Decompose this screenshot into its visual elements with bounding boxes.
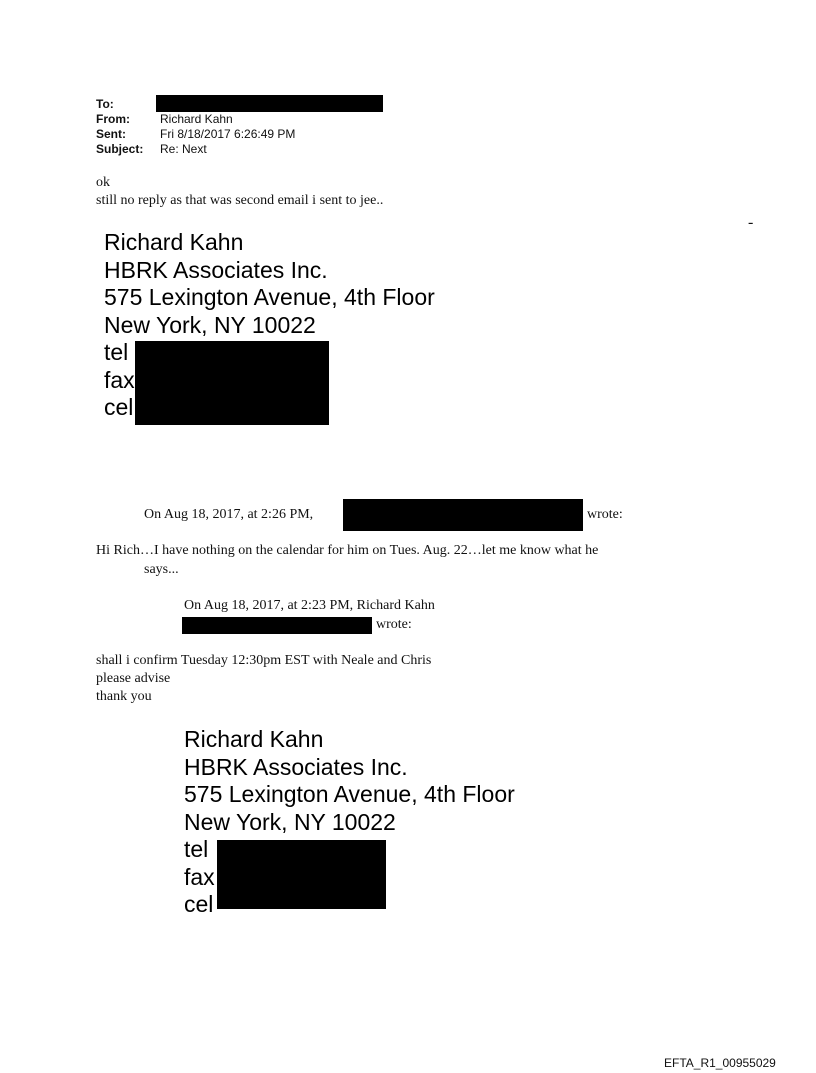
quote-2-body xyxy=(96,652,431,706)
signature-cel: cel xyxy=(184,891,214,917)
body-line-1: ok xyxy=(96,175,110,190)
document-id: EFTA_R1_00955029 xyxy=(664,1056,776,1070)
from-value: Richard Kahn xyxy=(160,112,233,126)
redaction-signature-2 xyxy=(217,840,386,909)
quote-1-attribution: On Aug 18, 2017, at 2:26 PM, xyxy=(144,507,314,522)
email-body xyxy=(96,174,383,210)
subject-value: Re: Next xyxy=(160,142,207,156)
redaction-quote-1-sender xyxy=(343,499,583,531)
signature-city: New York, NY 10022 xyxy=(184,808,396,835)
quote-1-wrote: wrote: xyxy=(587,507,623,522)
signature-fax: fax xyxy=(184,863,215,890)
signature-tel: tel xyxy=(184,836,209,862)
from-row xyxy=(96,112,143,127)
sent-label: Sent: xyxy=(96,127,126,141)
from-label: From: xyxy=(96,112,130,126)
signature-company: HBRK Associates Inc. xyxy=(184,753,408,780)
subject-label: Subject: xyxy=(96,142,144,156)
signature-address: 575 Lexington Avenue, 4th Floor xyxy=(104,284,435,310)
to-label: To: xyxy=(96,97,114,111)
to-row xyxy=(96,97,143,112)
quote-2-line-1: shall i confirm Tuesday 12:30pm EST with Neale and Chris xyxy=(96,653,432,668)
quote-2-wrote: wrote: xyxy=(376,617,412,632)
quote-1-text-line-1: Hi Rich…I have nothing on the calendar for him on Tues. Aug. 22…let me know what he xyxy=(96,543,599,558)
sent-value: Fri 8/18/2017 6:26:49 PM xyxy=(160,127,296,141)
signature-company: HBRK Associates Inc. xyxy=(104,256,328,283)
sent-row xyxy=(96,127,143,142)
signature-fax: fax xyxy=(104,366,135,393)
signature-address: 575 Lexington Avenue, 4th Floor xyxy=(184,781,515,807)
redaction-signature-1 xyxy=(135,341,329,425)
subject-row xyxy=(96,142,143,157)
quote-2-line-2: please advise xyxy=(96,671,171,686)
redaction-quote-2-email xyxy=(182,617,372,634)
signature-cel: cel xyxy=(104,394,134,420)
signature-city: New York, NY 10022 xyxy=(104,311,316,338)
stray-dash: - xyxy=(748,214,754,231)
email-header xyxy=(96,97,143,157)
signature-name: Richard Kahn xyxy=(184,726,324,752)
quote-2-attribution: On Aug 18, 2017, at 2:23 PM, Richard Kahn xyxy=(184,598,435,613)
quote-1-text-line-2: says... xyxy=(144,562,179,577)
redaction-to xyxy=(156,95,383,112)
body-line-2: still no reply as that was second email i sent to jee.. xyxy=(96,193,384,208)
quote-2-line-3: thank you xyxy=(96,689,152,704)
signature-name: Richard Kahn xyxy=(104,229,244,255)
signature-tel: tel xyxy=(104,339,129,365)
